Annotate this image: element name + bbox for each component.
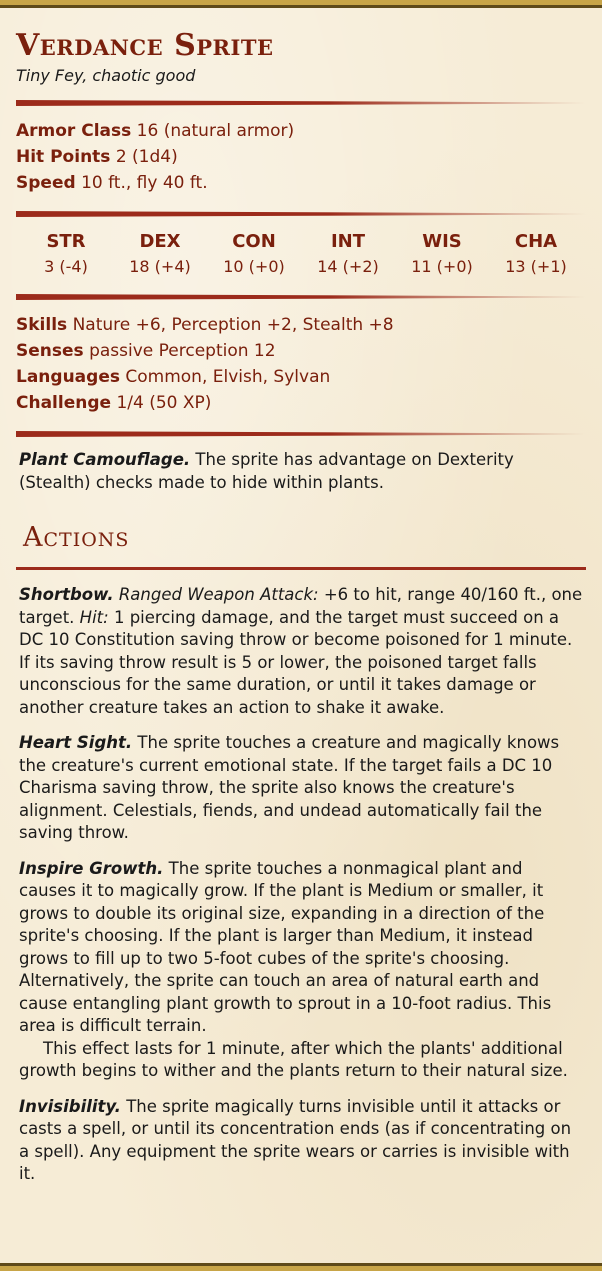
ability-scores [21, 229, 581, 279]
ability-key: CON [232, 231, 276, 252]
ability-key: CHA [514, 231, 558, 252]
divider [16, 294, 586, 300]
action-inspire-growth [19, 858, 584, 1083]
ability-value: 10 (+0) [223, 257, 285, 276]
action-text: The sprite touches a nonmagical plant and causes it to magically grow. If the plant is Medium or smaller, it grows to double its original size, expanding in a direction of the sprite's choosing. If the plant is larger than Medium, it instead grows to fill up to two 5-foot cubes of the sprite's choosing. Alternatively, the sprite can touch an area of natural earth and cause entangling plant growth to sprout in a 10-foot radius. This area is difficult terrain. [19, 858, 552, 1035]
action-heart-sight [19, 732, 584, 845]
ability-key: STR [46, 231, 86, 252]
ability-wis [397, 229, 487, 279]
action-text: The sprite touches a creature and magically knows the creature's current emotional state. If the target fails a DC 10 Charisma saving throw, the sprite also knows the creature's alignment. Celestials, fiends, and undead automatically fail the saving throw. [19, 733, 560, 842]
ability-value: 11 (+0) [411, 257, 473, 276]
action-shortbow [19, 584, 584, 719]
languages-value: Common, Elvish, Sylvan [125, 367, 331, 387]
senses-label: Senses [16, 341, 84, 361]
hit-points-label: Hit Points [16, 147, 111, 167]
action-name: Heart Sight. [19, 733, 133, 752]
monster-meta: Tiny Fey, chaotic good [16, 66, 196, 85]
armor-class [16, 118, 586, 144]
ability-value: 14 (+2) [317, 257, 379, 276]
skills-value: Nature +6, Perception +2, Stealth +8 [72, 315, 394, 335]
action-text: +6 to hit, range 40/160 ft., one target. [19, 585, 583, 627]
ability-dex [115, 229, 205, 279]
trait-name: Plant Camouflage. [19, 450, 191, 469]
ability-cha [491, 229, 581, 279]
actions-heading: Actions [23, 522, 130, 553]
speed [16, 170, 586, 196]
speed-label: Speed [16, 173, 76, 193]
senses-value: passive Perception 12 [89, 341, 276, 361]
hit-points [16, 144, 586, 170]
action-text-continued: This effect lasts for 1 minute, after which the plants' additional growth begins to wither and the plants return to their natural size. [19, 1038, 568, 1080]
action-name: Invisibility. [19, 1096, 121, 1116]
languages [16, 364, 586, 390]
ability-con [209, 229, 299, 279]
ability-key: DEX [139, 231, 181, 252]
senses [16, 338, 586, 364]
languages-label: Languages [16, 367, 120, 387]
divider [16, 100, 586, 106]
challenge [16, 390, 586, 416]
challenge-label: Challenge [16, 393, 112, 413]
ability-value: 18 (+4) [129, 257, 191, 276]
trait-plant-camouflage [19, 449, 584, 494]
divider [16, 211, 586, 217]
action-text: 1 piercing damage, and the target must succeed on a DC 10 Constitution saving throw or become poisoned for 1 minute. If its saving throw result is 5 or lower, the poisoned target falls unconscious for the same duration, or until it takes damage or another creature takes an action to shake it awake. [19, 607, 573, 717]
ability-int [303, 229, 393, 279]
monster-name: Verdance Sprite [16, 28, 274, 63]
divider [16, 431, 586, 437]
hit-label: Hit: [79, 607, 109, 627]
action-name: Shortbow. [19, 585, 114, 604]
armor-class-label: Armor Class [16, 121, 132, 141]
skills [16, 312, 586, 338]
skills-label: Skills [16, 315, 68, 335]
ability-key: WIS [422, 231, 462, 252]
action-text: The sprite magically turns invisible until it attacks or casts a spell, or until its concentration ends (as if concentrating on a spell). Any equipment the sprite wears or carries is invisible with it. [19, 1096, 572, 1183]
speed-value: 10 ft., fly 40 ft. [81, 173, 208, 193]
ability-value: 13 (+1) [505, 257, 567, 276]
challenge-value: 1/4 (50 XP) [116, 393, 212, 413]
action-name: Inspire Growth. [19, 858, 164, 878]
hit-points-value: 2 (1d4) [115, 147, 178, 167]
ability-value: 3 (-4) [44, 257, 88, 276]
trait-text: The sprite has advantage on Dexterity (Stealth) checks made to hide within plants. [19, 450, 514, 492]
actions-rule [16, 567, 586, 570]
attack-type: Ranged Weapon Attack: [118, 585, 319, 604]
armor-class-value: 16 (natural armor) [136, 121, 295, 141]
ability-key: INT [330, 231, 366, 252]
action-invisibility [19, 1096, 584, 1186]
ability-str [21, 229, 111, 279]
